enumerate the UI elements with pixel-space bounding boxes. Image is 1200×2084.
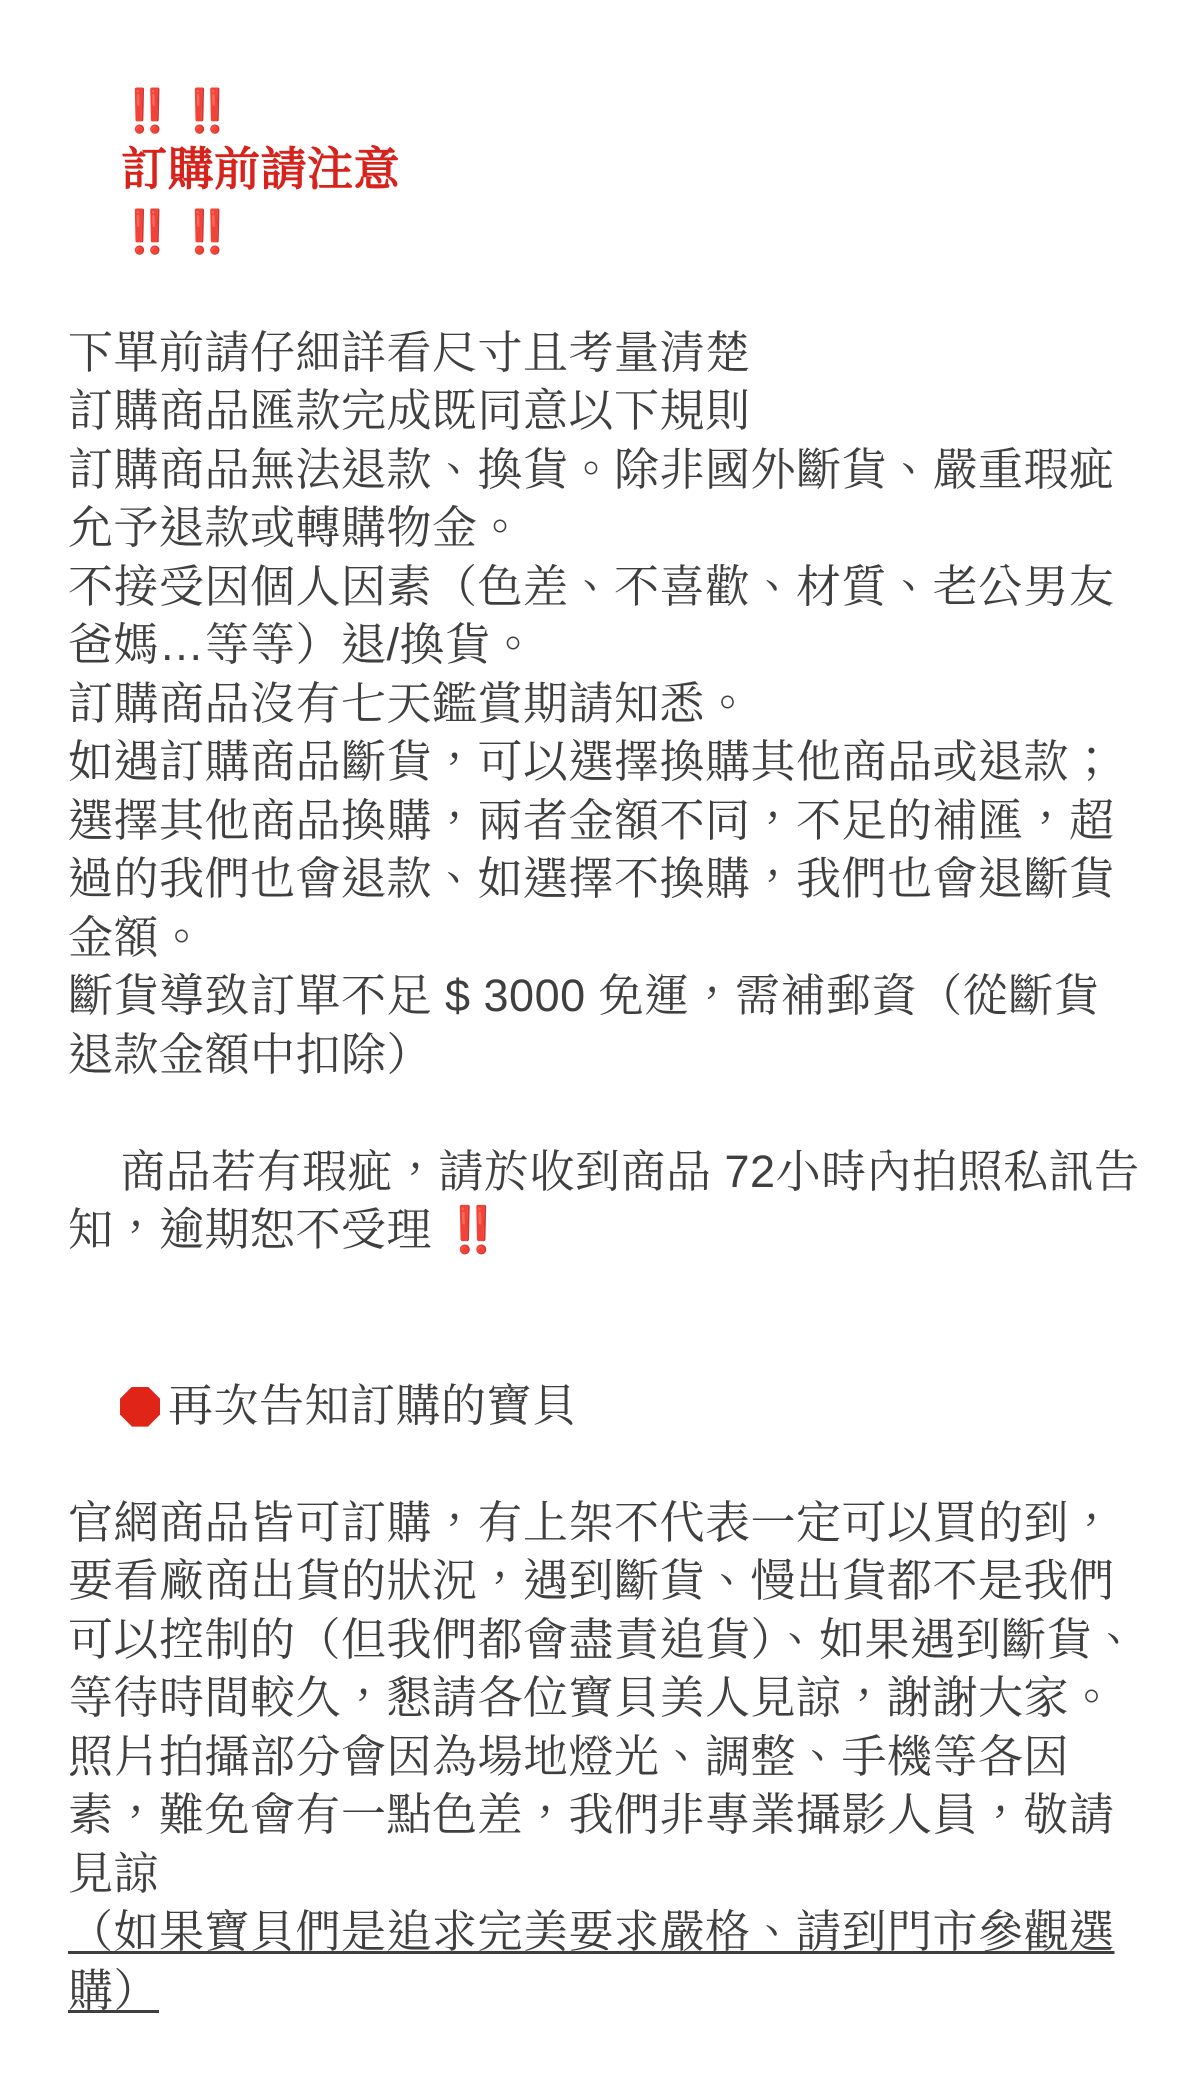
second-notice-heading-text: 再次告知訂購的寶貝 (168, 1379, 578, 1431)
notice-paragraph-3: 訂購商品無法退款、換貨。除非國外斷貨、嚴重瑕疵允予退款或轉購物金。 (68, 443, 1115, 554)
defect-notice (68, 1084, 1140, 1318)
double-exclamation-icon-left: ‼️ ‼️ (121, 86, 232, 134)
defect-notice-text: 商品若有瑕疵，請於收到商品 72小時內拍照私訊告知，逾期恕不受理 (68, 1145, 1140, 1256)
second-notice-paragraph-2: 照片拍攝部分會因為場地燈光、調整、手機等各因素，難免會有一點色差，我們非專業攝影人員，敬請見諒 (68, 1730, 1115, 1899)
page-title (68, 18, 1140, 322)
notice-paragraph-6: 如遇訂購商品斷貨，可以選擇換購其他商品或退款；選擇其他商品換購，兩者金額不同，不足的補匯，超過的我們也會退款、如選擇不換購，我們也會退斷貨金額。 (68, 736, 1115, 963)
notice-paragraph-4: 不接受因個人因素（色差、不喜歡、材質、老公男友爸媽…等等）退/換貨。 (68, 560, 1115, 671)
double-exclamation-icon-defect: ‼️ (445, 1204, 501, 1256)
notice-paragraph-7: 斷貨導致訂單不足 $ 3000 免運，需補郵資（從斷貨退款金額中扣除） (68, 970, 1100, 1080)
notice-paragraph-1: 下單前請仔細詳看尺寸且考量清楚 (68, 326, 751, 378)
underlined-note: （如果寶貝們是追求完美要求嚴格、請到門市參觀選購） (68, 1906, 1115, 2016)
notice-paragraph-2: 訂購商品匯款完成既同意以下規則 (68, 385, 751, 437)
double-exclamation-icon-right: ‼️ ‼️ (121, 208, 232, 256)
notice-paragraph-5: 訂購商品沒有七天鑑賞期請知悉。 (68, 677, 751, 729)
second-notice-paragraph-1: 官網商品皆可訂購，有上架不代表一定可以買的到，要看廠商出貨的狀況，遇到斷貨、慢出貨都不是我們可以控制的（但我們都會盡責追貨）、如果遇到斷貨、等待時間較久，懇請各位寶貝美人見諒，謝謝大家。 (68, 1496, 1138, 1724)
second-notice-heading (68, 1318, 1140, 1494)
red-octagon-icon (120, 1387, 160, 1427)
page-title-text: 訂購前請注意 (121, 143, 401, 196)
